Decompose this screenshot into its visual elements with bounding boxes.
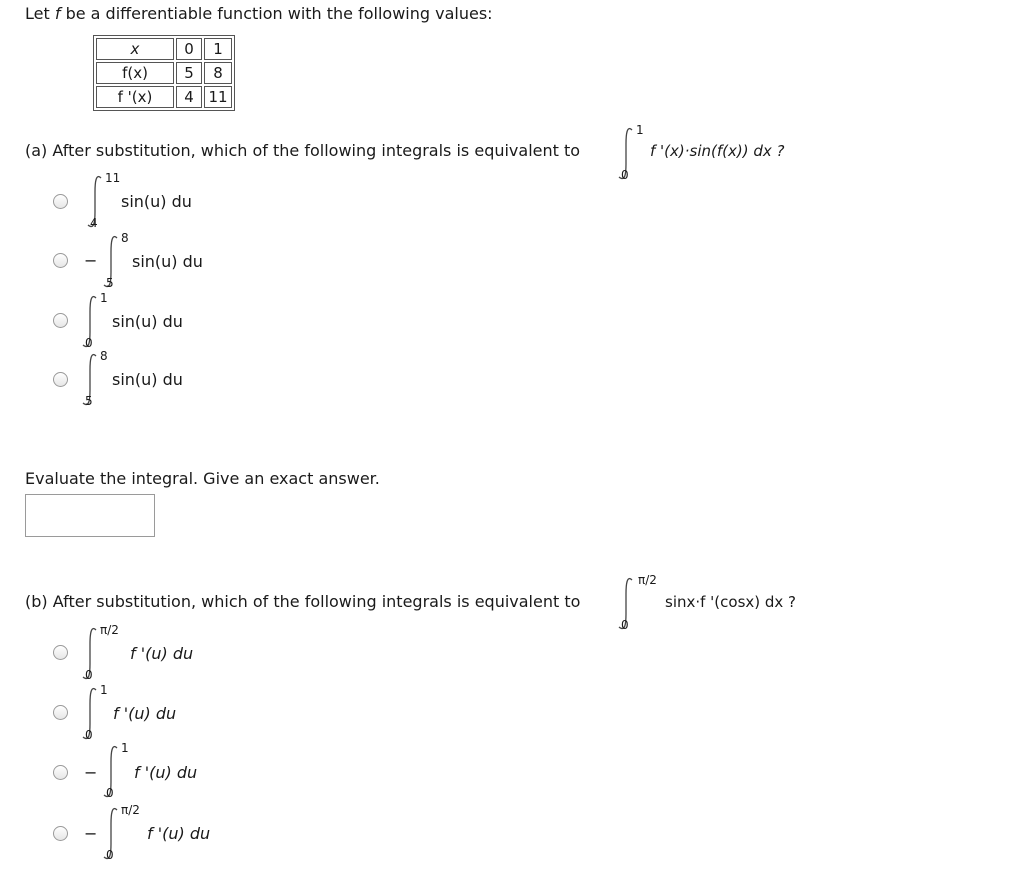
option-integrand: f '(u) du — [147, 824, 211, 843]
table-cell: f '(x) — [96, 86, 174, 108]
integral-lower-limit: 0 — [85, 728, 93, 742]
integral-lower-limit: 4 — [90, 216, 98, 230]
table-cell: x — [96, 38, 174, 60]
radio-button[interactable] — [53, 645, 68, 660]
table-cell: 5 — [176, 62, 202, 84]
integral-integrand: sinx·f '(cosx) dx ? — [665, 593, 797, 611]
problem-statement: Let f be a differentiable function with the following values: — [25, 4, 493, 23]
radio-button[interactable] — [53, 765, 68, 780]
minus-sign: − — [84, 251, 98, 270]
radio-button[interactable] — [53, 826, 68, 841]
part-a-question: (a) After substitution, which of the following integrals is equivalent to — [25, 141, 581, 160]
table-cell: 8 — [204, 62, 232, 84]
integral-upper-limit: 1 — [636, 123, 644, 137]
table-cell: 0 — [176, 38, 202, 60]
radio-button[interactable] — [53, 705, 68, 720]
evaluate-prompt: Evaluate the integral. Give an exact answer. — [25, 469, 380, 488]
integral-upper-limit: 8 — [100, 349, 108, 363]
table-header-row — [96, 38, 232, 60]
integral-lower-limit: 5 — [106, 276, 114, 290]
option-integrand: sin(u) du — [132, 252, 203, 271]
function-name: f — [54, 4, 61, 23]
radio-button[interactable] — [53, 372, 68, 387]
table-cell: 11 — [204, 86, 232, 108]
option-integrand: f '(u) du — [113, 704, 177, 723]
integral-sign — [616, 573, 668, 632]
integral-lower-limit: 0 — [621, 168, 629, 182]
integral-sign — [80, 623, 132, 682]
radio-button[interactable] — [53, 253, 68, 268]
part-b-question: (b) After substitution, which of the following integrals is equivalent to — [25, 592, 581, 611]
integral-upper-limit: 1 — [100, 291, 108, 305]
table-cell: 1 — [204, 38, 232, 60]
table-row — [96, 62, 232, 84]
integral-upper-limit: 11 — [105, 171, 121, 185]
table-row — [96, 86, 232, 108]
option-integrand: sin(u) du — [121, 192, 192, 211]
integral-lower-limit: 0 — [85, 336, 93, 350]
integral-upper-limit: π/2 — [100, 623, 119, 637]
minus-sign: − — [84, 763, 98, 782]
option-integrand: sin(u) du — [112, 370, 183, 389]
integral-upper-limit: 8 — [121, 231, 129, 245]
integral-lower-limit: 0 — [106, 848, 114, 862]
answer-input[interactable] — [25, 494, 155, 537]
table-cell: f(x) — [96, 62, 174, 84]
integral-upper-limit: π/2 — [638, 573, 657, 587]
option-integrand: f '(u) du — [134, 763, 198, 782]
integral-upper-limit: π/2 — [121, 803, 140, 817]
minus-sign: − — [84, 824, 98, 843]
table-cell: 4 — [176, 86, 202, 108]
option-integrand: sin(u) du — [112, 312, 183, 331]
radio-button[interactable] — [53, 313, 68, 328]
integral-lower-limit: 0 — [621, 618, 629, 632]
integral-sign — [101, 803, 153, 862]
values-table — [93, 35, 235, 111]
integral-upper-limit: 1 — [100, 683, 108, 697]
integral-lower-limit: 5 — [85, 394, 93, 408]
integral-integrand: f '(x)·sin(f(x)) dx ? — [650, 142, 785, 160]
integral-lower-limit: 0 — [106, 786, 114, 800]
integral-upper-limit: 1 — [121, 741, 129, 755]
integral-lower-limit: 0 — [85, 668, 93, 682]
radio-button[interactable] — [53, 194, 68, 209]
option-integrand: f '(u) du — [130, 644, 194, 663]
